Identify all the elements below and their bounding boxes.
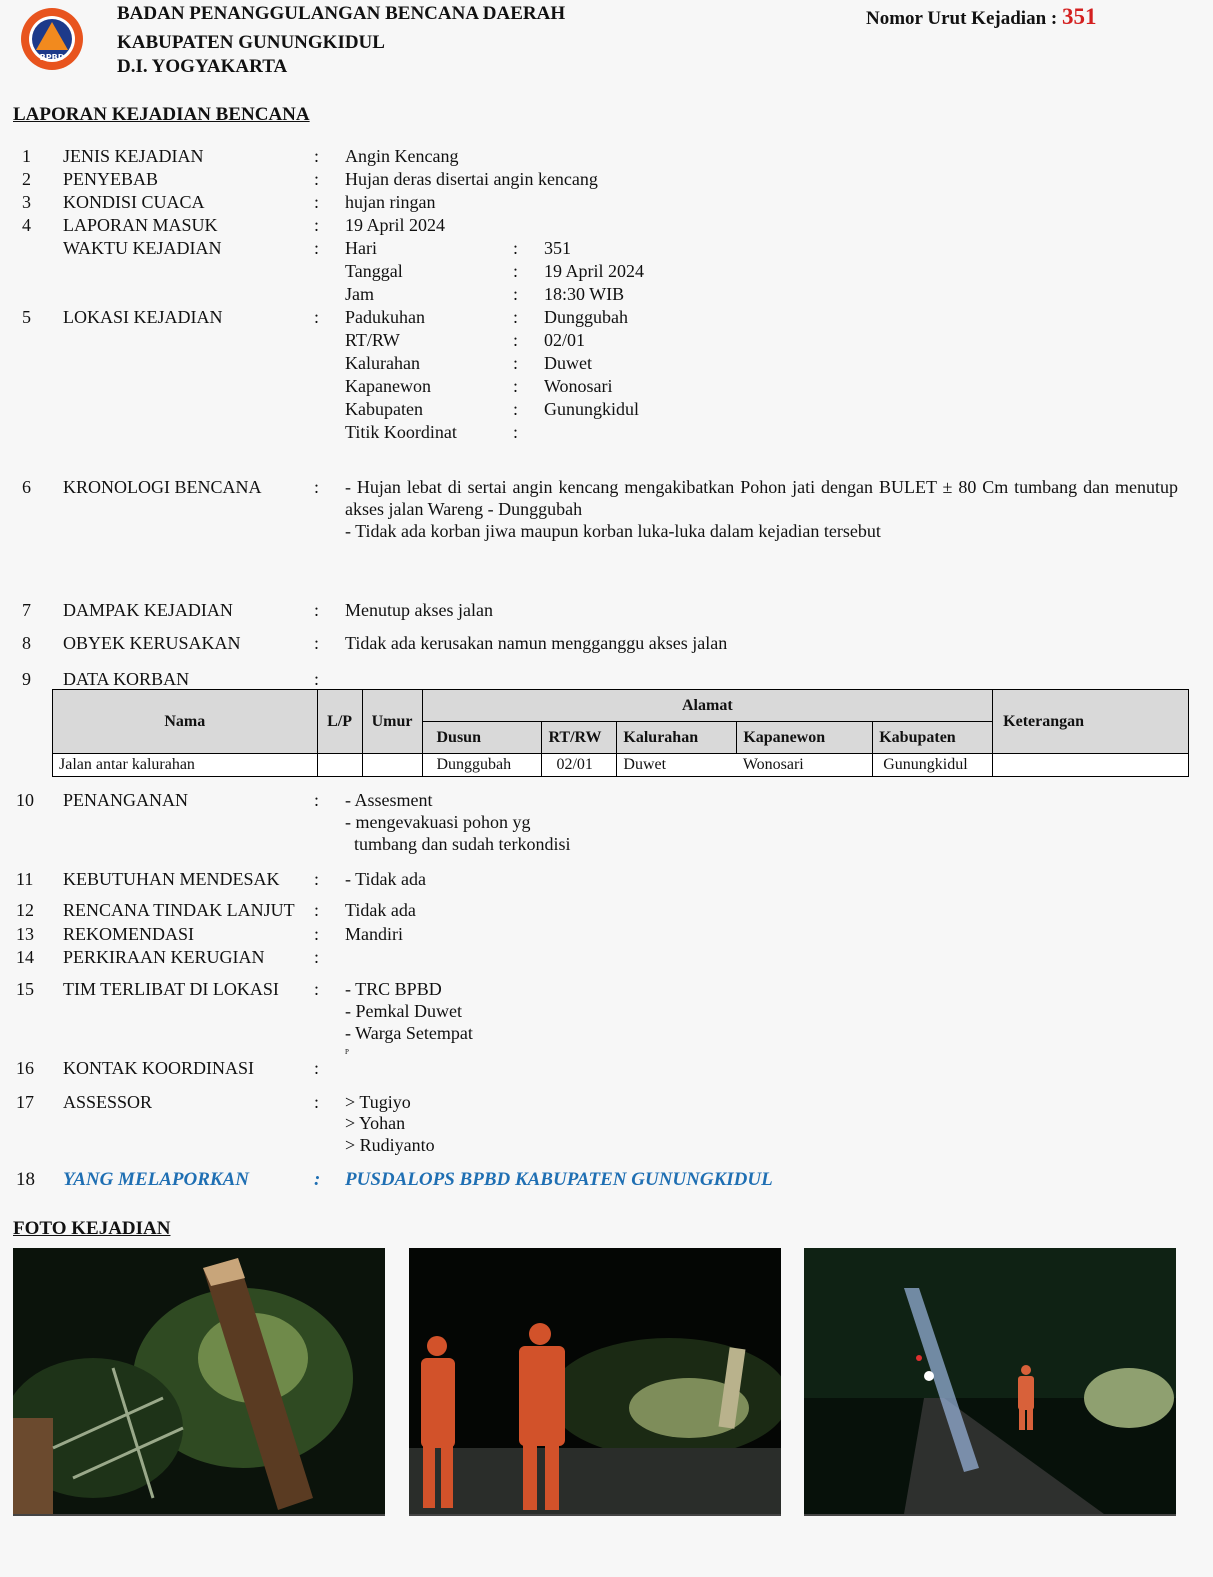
row-number: 11 xyxy=(16,869,34,889)
row-label: TIM TERLIBAT DI LOKASI xyxy=(63,979,279,999)
sub-key: Titik Koordinat xyxy=(345,422,457,442)
cell-keterangan xyxy=(993,754,1189,777)
row-value: - Tidak ada xyxy=(345,869,426,889)
sub-key: Tanggal xyxy=(345,261,403,281)
row-value: > Tugiyo xyxy=(345,1092,411,1112)
cell-umur xyxy=(362,754,422,777)
colon: : xyxy=(314,238,320,258)
sub-value: 351 xyxy=(544,238,571,258)
colon: : xyxy=(513,330,519,350)
row-value: - Assesment xyxy=(345,790,433,810)
sub-key: Kabupaten xyxy=(345,399,423,419)
nomor-urut xyxy=(866,4,1096,30)
row-value: tumbang dan sudah terkondisi xyxy=(345,834,571,854)
colon: : xyxy=(314,192,320,212)
row-value: - TRC BPBD xyxy=(345,979,442,999)
row-label: RENCANA TINDAK LANJUT xyxy=(63,900,295,920)
colon: : xyxy=(513,353,519,373)
colon: : xyxy=(314,979,320,999)
row-label: LAPORAN MASUK xyxy=(63,215,218,235)
row-label: OBYEK KERUSAKAN xyxy=(63,633,241,653)
row-value: - Warga Setempat xyxy=(345,1023,473,1043)
sub-key: Kapanewon xyxy=(345,376,431,396)
colon: : xyxy=(513,261,519,281)
row-value: > Yohan xyxy=(345,1113,406,1133)
bpbd-logo xyxy=(18,6,86,72)
row-label: KONTAK KOORDINASI xyxy=(63,1058,255,1078)
row-value: > Rudiyanto xyxy=(345,1135,435,1155)
row-number: 3 xyxy=(22,192,31,212)
colon: : xyxy=(314,1169,321,1190)
row-value: 19 April 2024 xyxy=(345,215,446,235)
kronologi-line2: - Tidak ada korban jiwa maupun korban luka-luka dalam kejadian tersebut xyxy=(345,521,881,541)
row-label: LOKASI KEJADIAN xyxy=(63,307,223,327)
colon: : xyxy=(314,947,320,967)
th-dusun: Dusun xyxy=(422,722,542,754)
th-kalurahan: Kalurahan xyxy=(617,722,737,754)
row-label: YANG MELAPORKAN xyxy=(63,1169,249,1190)
row-number: 9 xyxy=(22,669,31,689)
row-value: PUSDALOPS BPBD KABUPATEN GUNUNGKIDUL xyxy=(345,1169,773,1190)
row-label: DAMPAK KEJADIAN xyxy=(63,600,233,620)
cell-kalurahan: Duwet xyxy=(617,754,737,777)
colon: : xyxy=(314,307,320,327)
table-row xyxy=(53,754,1189,777)
th-rtrw: RT/RW xyxy=(542,722,617,754)
th-nama: Nama xyxy=(53,690,318,754)
row-number: 16 xyxy=(16,1058,34,1078)
colon: : xyxy=(513,422,519,442)
colon: : xyxy=(314,900,320,920)
sub-value: Wonosari xyxy=(544,376,613,396)
th-lp: L/P xyxy=(317,690,362,754)
row-value: hujan ringan xyxy=(345,192,436,212)
row-number: 17 xyxy=(16,1092,34,1112)
org-name-line1: BADAN PENANGGULANGAN BENCANA DAERAH xyxy=(117,3,566,24)
colon: : xyxy=(314,477,320,497)
report-title: LAPORAN KEJADIAN BENCANA xyxy=(13,104,310,125)
sub-key: RT/RW xyxy=(345,330,400,350)
cell-lp xyxy=(317,754,362,777)
colon: : xyxy=(513,307,519,327)
photo-1 xyxy=(13,1248,385,1516)
colon: : xyxy=(314,1092,320,1112)
colon: : xyxy=(314,146,320,166)
sub-key: Kalurahan xyxy=(345,353,420,373)
row-label: KONDISI CUACA xyxy=(63,192,205,212)
row-number: 5 xyxy=(22,307,31,327)
row-number: 18 xyxy=(16,1169,35,1190)
th-umur: Umur xyxy=(362,690,422,754)
sub-value: 19 April 2024 xyxy=(544,261,645,281)
row-label: KEBUTUHAN MENDESAK xyxy=(63,869,280,889)
th-kapanewon: Kapanewon xyxy=(737,722,873,754)
kronologi-line1: - Hujan lebat di sertai angin kencang mengakibatkan Pohon jati dengan BULET ± 80 Cm tumbang dan menutup akses jalan Wareng - Dunggubah xyxy=(345,477,1178,519)
row-label: ASSESSOR xyxy=(63,1092,153,1112)
row-label: WAKTU KEJADIAN xyxy=(63,238,222,258)
sub-value: Gunungkidul xyxy=(544,399,640,419)
cell-nama: Jalan antar kalurahan xyxy=(53,754,318,777)
colon: : xyxy=(314,669,320,689)
sub-value: 18:30 WIB xyxy=(544,284,625,304)
colon: : xyxy=(314,215,320,235)
photo-2 xyxy=(409,1248,781,1516)
th-alamat: Alamat xyxy=(422,690,993,722)
th-kabupaten: Kabupaten xyxy=(873,722,993,754)
row-value: Hujan deras disertai angin kencang xyxy=(345,169,598,189)
colon: : xyxy=(513,399,519,419)
cell-kapanewon: Wonosari xyxy=(737,754,873,777)
foto-title: FOTO KEJADIAN xyxy=(13,1218,171,1239)
cell-kabupaten: Gunungkidul xyxy=(873,754,993,777)
sub-key: Padukuhan xyxy=(345,307,425,327)
row-value: - Pemkal Duwet xyxy=(345,1001,462,1021)
logo-text: BPBD xyxy=(39,53,65,62)
row-number: 13 xyxy=(16,924,34,944)
sub-value: Duwet xyxy=(544,353,592,373)
colon: : xyxy=(314,790,320,810)
row-number: 1 xyxy=(22,146,31,166)
sub-value: 02/01 xyxy=(544,330,586,350)
colon: : xyxy=(513,284,519,304)
tiny-mark: P xyxy=(345,1048,349,1056)
row-number: 7 xyxy=(22,600,31,620)
nomor-urut-value: 351 xyxy=(1061,4,1097,29)
row-value: - mengevakuasi pohon yg xyxy=(345,812,531,832)
sub-key: Hari xyxy=(345,238,377,258)
colon: : xyxy=(513,376,519,396)
cell-dusun: Dunggubah xyxy=(422,754,542,777)
th-keterangan: Keterangan xyxy=(993,690,1189,754)
row-number: 12 xyxy=(16,900,34,920)
row-number: 2 xyxy=(22,169,31,189)
row-number: 8 xyxy=(22,633,31,653)
korban-table xyxy=(52,689,1189,777)
photo-3 xyxy=(804,1248,1176,1516)
row-number: 15 xyxy=(16,979,34,999)
row-number: 14 xyxy=(16,947,34,967)
colon: : xyxy=(314,600,320,620)
row-number: 10 xyxy=(16,790,34,810)
row-number: 4 xyxy=(22,215,31,235)
colon: : xyxy=(314,169,320,189)
row-label: JENIS KEJADIAN xyxy=(63,146,204,166)
colon: : xyxy=(513,238,519,258)
row-label: PERKIRAAN KERUGIAN xyxy=(63,947,265,967)
row-label: KRONOLOGI BENCANA xyxy=(63,477,262,497)
row-label: PENANGANAN xyxy=(63,790,188,810)
row-label: PENYEBAB xyxy=(63,169,159,189)
org-name-line2: KABUPATEN GUNUNGKIDUL xyxy=(117,32,385,53)
row-value: Tidak ada xyxy=(345,900,416,920)
row-value: Mandiri xyxy=(345,924,403,944)
cell-rtrw: 02/01 xyxy=(542,754,617,777)
row-label: REKOMENDASI xyxy=(63,924,195,944)
sub-value: Dunggubah xyxy=(544,307,628,327)
sub-key: Jam xyxy=(345,284,374,304)
org-name-line3: D.I. YOGYAKARTA xyxy=(117,56,288,77)
row-value: Angin Kencang xyxy=(345,146,459,166)
row-label: DATA KORBAN xyxy=(63,669,190,689)
colon: : xyxy=(314,869,320,889)
colon: : xyxy=(314,633,320,653)
row-value: Menutup akses jalan xyxy=(345,600,493,620)
row-value: Tidak ada kerusakan namun mengganggu akses jalan xyxy=(345,633,728,653)
colon: : xyxy=(314,1058,320,1078)
row-number: 6 xyxy=(22,477,31,497)
colon: : xyxy=(314,924,320,944)
nomor-urut-label: Nomor Urut Kejadian : xyxy=(866,8,1058,29)
